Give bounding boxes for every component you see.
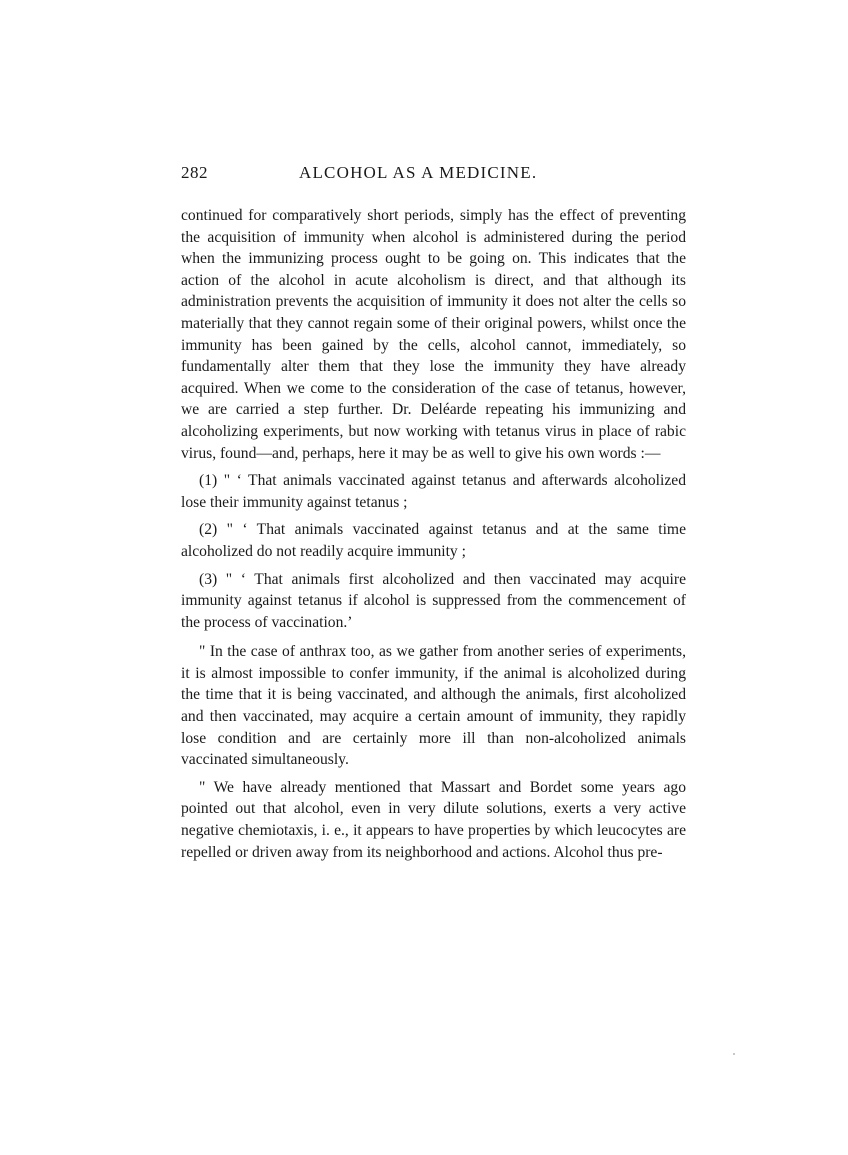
scan-speck <box>733 1053 735 1055</box>
page-number: 282 <box>181 163 208 182</box>
running-head <box>181 163 686 187</box>
paragraph-continued: continued for comparatively short periods, simply has the effect of preventing the acquisition of immunity when alcohol is administered during the period when the immunizing process ought to be going on. This indicates that the action of the alcohol in acute alcoholism is direct, and that although its administration prevents the acquisition of immunity it does not alter the cells so materially that they cannot regain some of their original powers, whilst once the immunity has been gained by the cells, alcohol cannot, immediately, so fundamentally alter them that they lose the immunity they have already acquired. When we come to the consideration of the case of tetanus, however, we are carried a step further. Dr. Deléarde repeating his immunizing and alcoholizing experiments, but now working with tetanus virus in place of rabic virus, found—and, perhaps, here it may be as well to give his own words :— <box>181 207 686 462</box>
quote-item-3: (3) " ‘ That animals first alcoholized and then vaccinated may acquire immunity against tetanus if alcohol is suppressed from the commencement of the process of vaccination.’ <box>181 570 686 631</box>
paragraph-anthrax: " In the case of anthrax too, as we gather from another series of experiments, it is almost impossible to confer immunity, if the animal is alcoholized during the time that it is being vaccinated, and although the animals, first alcoholized and then vaccinated, may acquire a certain amount of immunity, they rapidly lose condition and are certainly more ill than non-alcoholized animals vaccinated simultaneously. <box>181 643 686 769</box>
running-title: ALCOHOL AS A MEDICINE. <box>299 163 538 182</box>
quote-item-1: (1) " ‘ That animals vaccinated against tetanus and afterwards alcoholized lose their immunity against tetanus ; <box>181 472 686 511</box>
book-page <box>181 163 686 863</box>
paragraph-chemiotaxis: " We have already mentioned that Massart and Bordet some years ago pointed out that alcohol, even in very dilute solutions, exerts a very active negative chemiotaxis, i. e., it appears to have properties by which leucocytes are repelled or driven away from its neighborhood and actions. Alcohol thus pre- <box>181 778 686 861</box>
quote-item-2: (2) " ‘ That animals vaccinated against tetanus and at the same time alcoholized do not readily acquire immunity ; <box>181 521 686 560</box>
body-text <box>181 205 686 863</box>
